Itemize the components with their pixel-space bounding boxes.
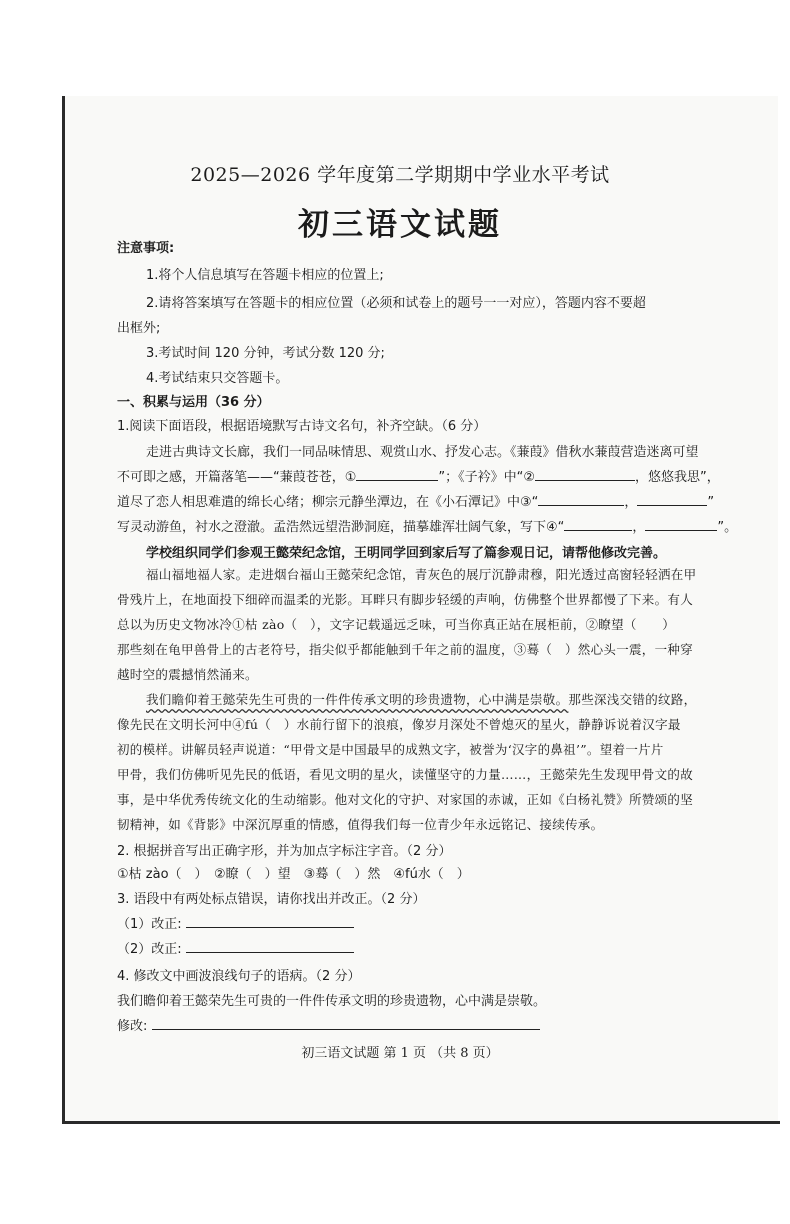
q4-prompt: 4. 修改文中画波浪线句子的语病。（2 分）: [117, 969, 361, 984]
blank-3a[interactable]: [538, 492, 624, 506]
q1-line-2-text-c: ，悠悠我思”，: [635, 470, 720, 485]
q1-line-4-text-b: ，: [632, 520, 646, 535]
q1-line-3-text-b: ，: [624, 495, 638, 510]
section-1-heading: 一、积累与运用（36 分）: [117, 395, 270, 410]
page-footer: 初三语文试题 第 1 页 （共 8 页）: [301, 1046, 499, 1061]
q1-line-3-text-c: ”: [707, 495, 715, 510]
q4-answer-line[interactable]: [152, 1016, 540, 1030]
q3-answer-1-line[interactable]: [186, 914, 354, 928]
exam-title: 2025—2026 学年度第二学期期中学业水平考试: [190, 164, 610, 186]
q1-line-3: [117, 491, 714, 510]
note-4: 4.考试结束只交答题卡。: [146, 371, 289, 386]
q3-answer-2-label: （2）改正:: [117, 942, 182, 957]
blank-2[interactable]: [535, 467, 635, 481]
q1-line-4-text-c: ”。: [717, 520, 738, 535]
passage-line-7: 像先民在文明长河中④fú（ ）水前行留下的浪痕，像岁月深处不曾熄灭的星火，静静诉说着汉字最: [117, 717, 681, 732]
blank-4a[interactable]: [564, 517, 632, 531]
notes-heading: 注意事项:: [117, 241, 175, 256]
note-2-cont: 出框外;: [117, 321, 161, 336]
note-1: 1.将个人信息填写在答题卡相应的位置上;: [146, 268, 384, 283]
blank-4b[interactable]: [645, 517, 717, 531]
q4-sentence: 我们瞻仰着王懿荣先生可贵的一件件传承文明的珍贵遗物，心中满是崇敬。: [117, 994, 547, 1009]
q1-line-4: [117, 516, 737, 535]
q3-prompt: 3. 语段中有两处标点错误，请你找出并改正。（2 分）: [117, 892, 426, 907]
q1-line-4-text-a: 写灵动游鱼，衬水之澄澈。孟浩然远望浩渺洞庭，描摹雄浑壮阔气象，写下④“: [117, 520, 565, 535]
passage-line-5: 越时空的震撼悄然涌来。: [117, 667, 258, 682]
blank-1[interactable]: [356, 467, 438, 481]
exam-subtitle: 初三语文试题: [298, 207, 502, 243]
wavy-sentence: 我们瞻仰着王懿荣先生可贵的一件件传承文明的珍贵遗物，心中满是崇敬。: [146, 692, 569, 707]
q3-answer-1-label: （1）改正:: [117, 917, 182, 932]
note-3: 3.考试时间 120 分钟，考试分数 120 分;: [146, 346, 385, 361]
q3-answer-2: [117, 938, 354, 957]
q1-line-2-text-a: 不可即之感，开篇落笔——“蒹葭苍苍，①: [117, 470, 357, 485]
passage-line-11: 韧精神，如《背影》中深沉厚重的情感，值得我们每一位青少年永远铭记、接续传承。: [117, 817, 604, 832]
passage-line-6-rest: 那些深浅交错的纹路，: [568, 692, 697, 707]
q4-answer-label: 修改:: [117, 1019, 148, 1034]
note-2: 2.请将答案填写在答题卡的相应位置（必须和试卷上的题号一一对应），答题内容不要超: [146, 296, 646, 311]
q1-line-2-text-b: ”；《子衿》中“②: [438, 470, 536, 485]
blank-3b[interactable]: [637, 492, 707, 506]
passage-line-3: 总以为历史文物冰冷①枯 zào（ ），文字记载遥远乏味，可当你真正站在展柜前，②瞭望（ ）: [117, 617, 676, 632]
passage-line-4: 那些刻在龟甲兽骨上的古老符号，指尖似乎都能触到千年之前的温度，③蓦（ ）然心头一震，一种穿: [117, 642, 694, 657]
q1-prompt: 1.阅读下面语段，根据语境默写古诗文名句，补齐空缺。（6 分）: [117, 419, 487, 434]
q3-answer-2-line[interactable]: [186, 939, 354, 953]
q1-line-2: [117, 466, 720, 485]
q1-line-3-text-a: 道尽了恋人相思难遣的绵长心绪；柳宗元静坐潭边，在《小石潭记》中③“: [117, 495, 539, 510]
q1-line-1: 走进古典诗文长廊，我们一同品味情思、观赏山水、抒发心志。《蒹葭》借秋水蒹葭营造迷离可望: [146, 445, 699, 460]
paper-bottom-edge: [62, 1121, 780, 1124]
passage-line-8: 初的模样。讲解员轻声说道：“甲骨文是中国最早的成熟文字，被誉为‘汉字的鼻祖’”。望着一片片: [117, 742, 664, 757]
q3-answer-1: [117, 913, 354, 932]
passage-line-10: 事，是中华优秀传统文化的生动缩影。他对文化的守护、对家国的赤诚，正如《白杨礼赞》所赞颂的坚: [117, 792, 694, 807]
passage-line-6: [146, 690, 696, 708]
paper-left-edge: [62, 96, 65, 1122]
passage-intro: 学校组织同学们参观王懿荣纪念馆，王明同学回到家后写了篇参观日记，请帮他修改完善。: [146, 546, 667, 561]
q2-items: ①枯 zào（ ） ②瞭（ ）望 ③蓦（ ）然 ④fú水（ ）: [117, 867, 470, 882]
passage-line-2: 骨残片上，在地面投下细碎而温柔的光影。耳畔只有脚步轻缓的声响，仿佛整个世界都慢了下来。有人: [117, 592, 694, 607]
q4-answer: [117, 1015, 540, 1034]
q2-prompt: 2. 根据拼音写出正确字形，并为加点字标注字音。（2 分）: [117, 844, 452, 859]
passage-line-9: 甲骨，我们仿佛听见先民的低语，看见文明的星火，读懂坚守的力量……，王懿荣先生发现甲骨文的故: [117, 767, 694, 782]
passage-line-1: 福山福地福人家。走进烟台福山王懿荣纪念馆，青灰色的展厅沉静肃穆，阳光透过高窗轻轻洒在甲: [146, 567, 697, 582]
